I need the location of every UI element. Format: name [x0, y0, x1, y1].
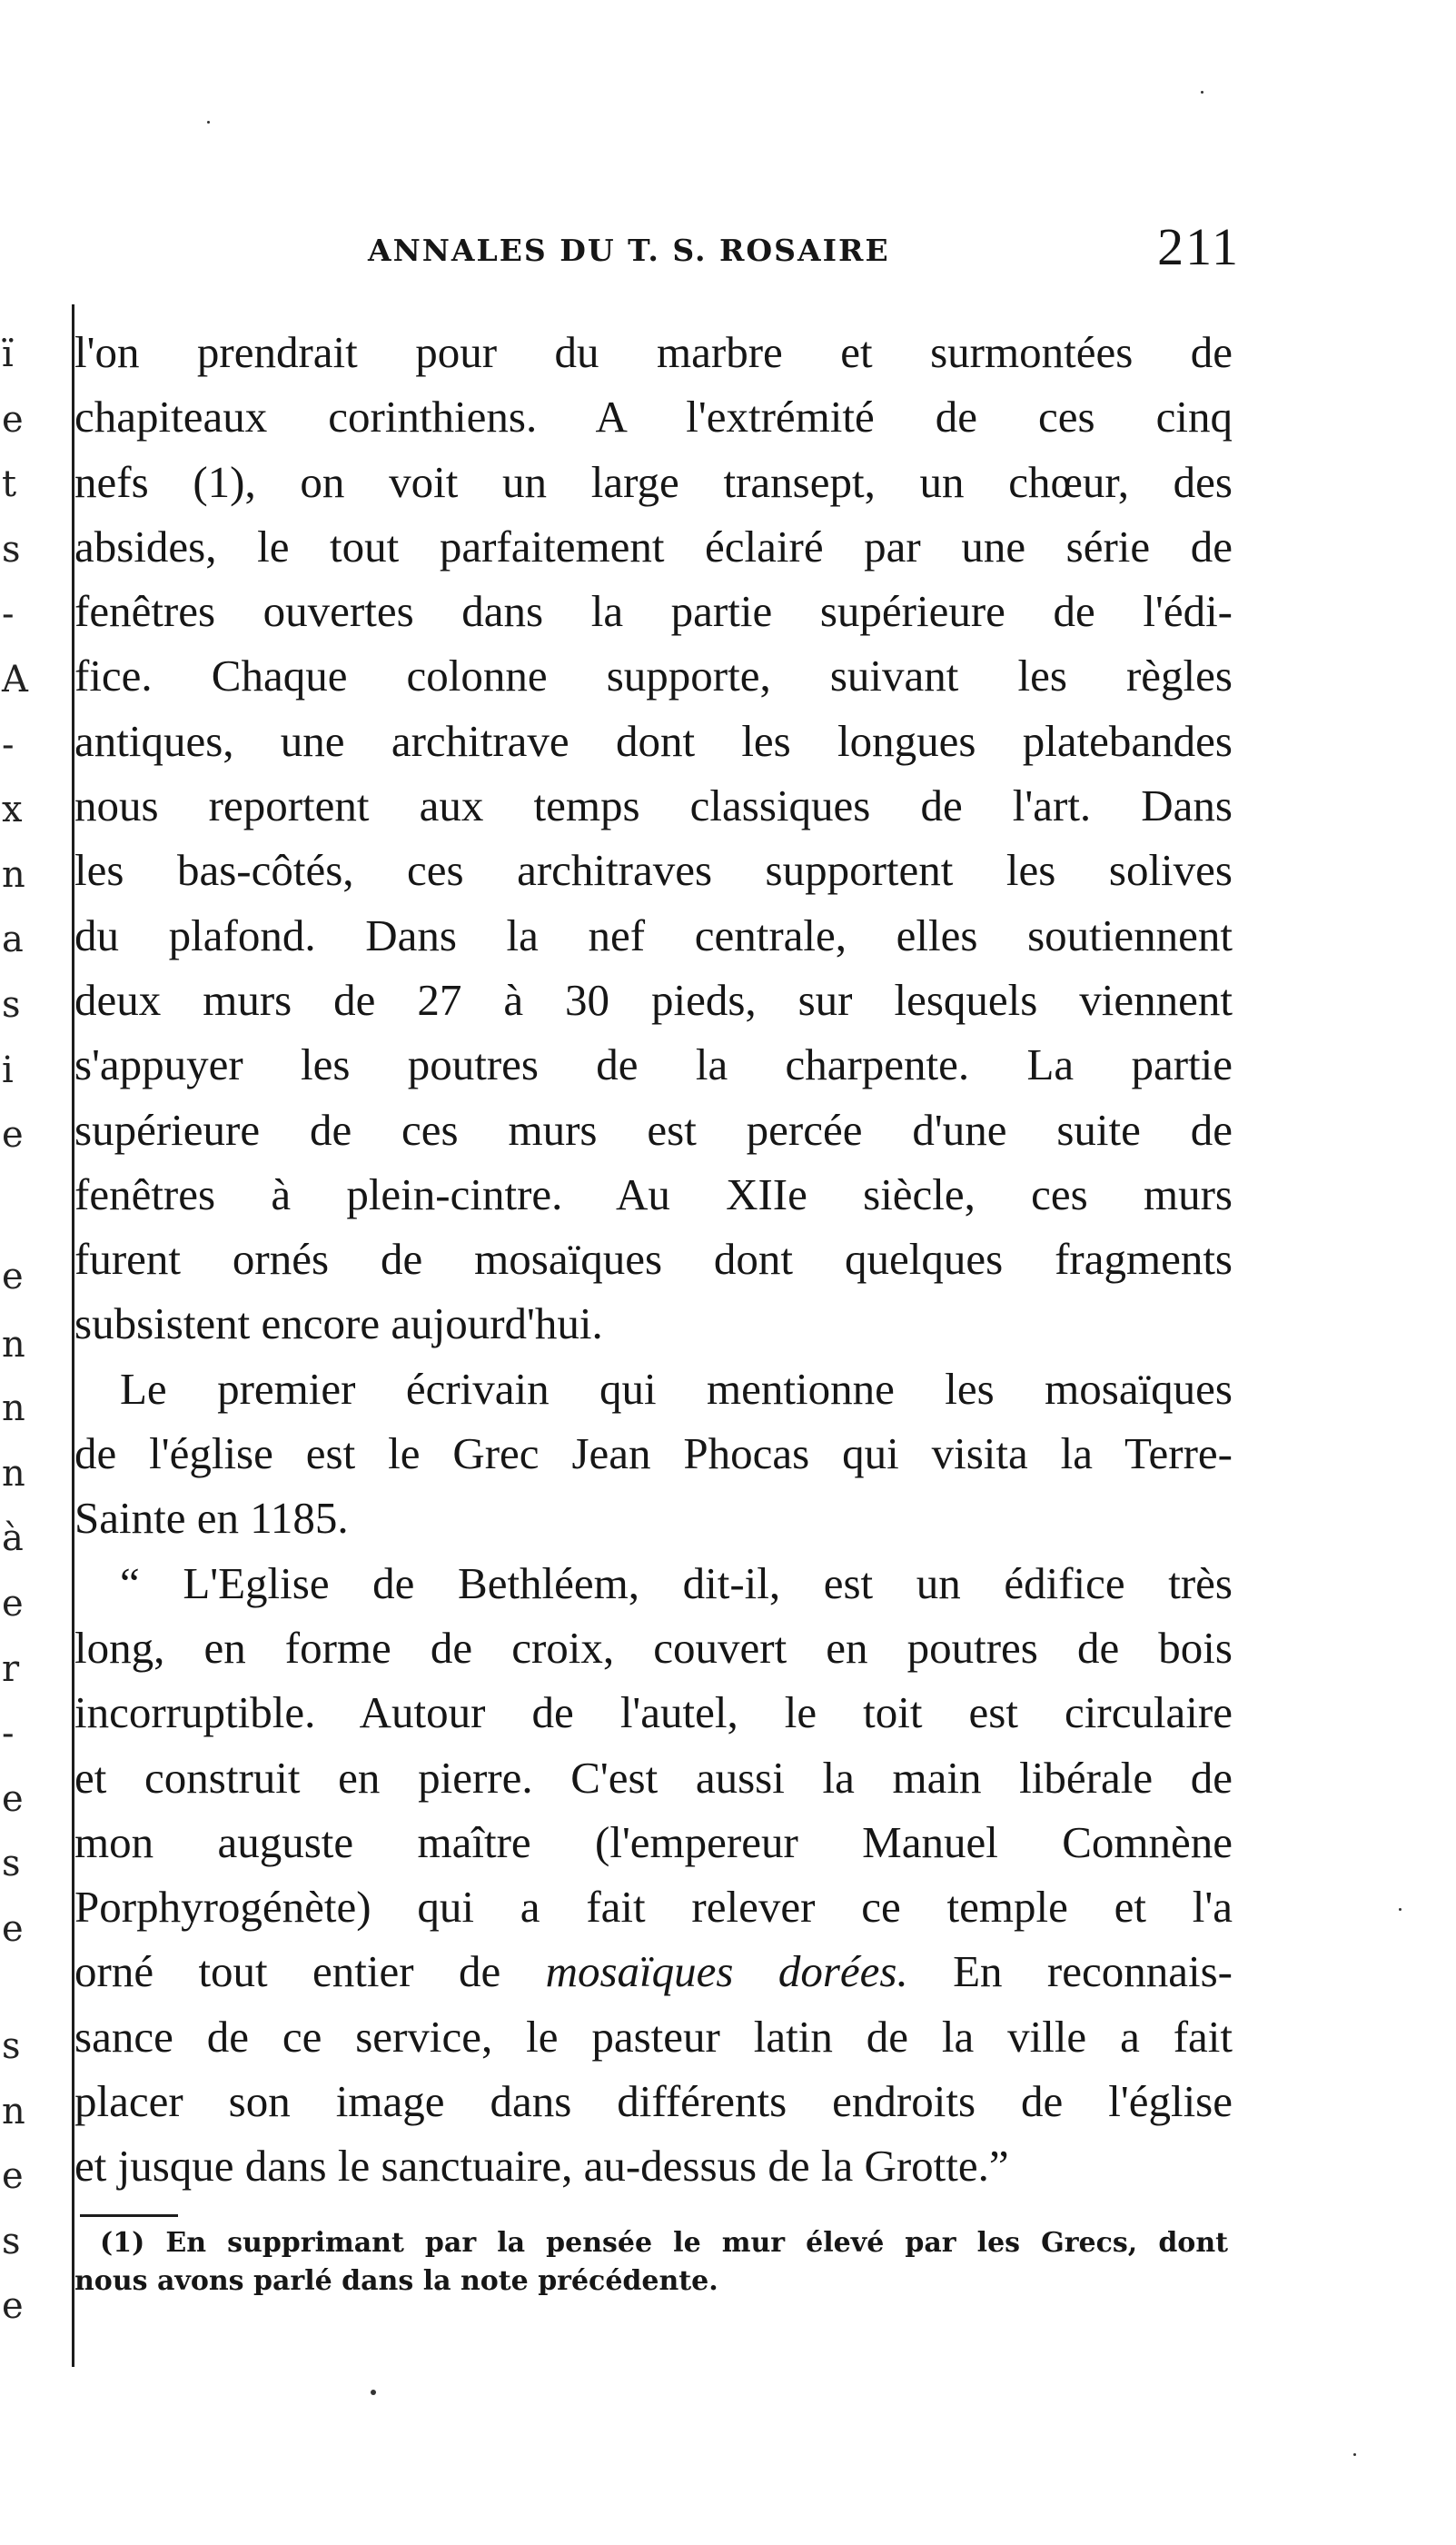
- scan-speck: [371, 2390, 376, 2395]
- margin-fragment: n: [2, 1453, 25, 1495]
- text-line: incorruptible. Autour de l'autel, le toit est circulaire: [74, 1687, 1233, 1738]
- text-line: du plafond. Dans la nef centrale, elles soutiennent: [74, 910, 1233, 960]
- margin-fragment: e: [2, 1778, 24, 1820]
- footnote: [74, 2224, 1228, 2301]
- text-line: chapiteaux corinthiens. A l'extrémité de ces cinq: [74, 392, 1233, 442]
- margin-fragment: s: [2, 2025, 21, 2067]
- margin-fragment: n: [2, 854, 25, 896]
- margin-fragment: x: [2, 789, 23, 830]
- margin-fragment: A: [2, 659, 28, 701]
- text-line: les bas-côtés, ces architraves supportent les solives: [74, 845, 1233, 896]
- margin-fragment: n: [2, 2091, 25, 2132]
- scan-speck: [207, 121, 210, 124]
- text-line: et jusque dans le sanctuaire, au-dessus de la Grotte.”: [74, 2141, 1009, 2192]
- text-line: antiques, une architrave dont les longues platebandes: [74, 715, 1233, 766]
- margin-fragment: i: [2, 1049, 14, 1091]
- margin-fragment: e: [2, 1908, 24, 1950]
- body-text: [74, 320, 1233, 2199]
- margin-fragment: -: [2, 724, 15, 766]
- margin-fragment: à: [2, 1517, 24, 1559]
- footnote-line: (1) En supprimant par la pensée le mur élevé par les Grecs, dont: [100, 2227, 1228, 2259]
- text-line: fice. Chaque colonne supporte, suivant les règles: [74, 651, 1233, 701]
- margin-fragment: s: [2, 1843, 21, 1884]
- text-line-with-italic: [74, 1939, 1233, 2003]
- margin-fragment: a: [2, 919, 24, 960]
- margin-fragment: n: [2, 1387, 25, 1429]
- footnote-line: nous avons parlé dans la note précédente.: [74, 2265, 718, 2297]
- text-line: s'appuyer les poutres de la charpente. La partie: [74, 1039, 1233, 1090]
- text-line: sance de ce service, le pasteur latin de la ville a fait: [74, 2011, 1233, 2062]
- text-line: l'on prendrait pour du marbre et surmontées de: [74, 327, 1233, 377]
- margin-fragment: e: [2, 1256, 24, 1297]
- margin-fragment: t: [2, 463, 17, 505]
- text-line: supérieure de ces murs est percée d'une suite de: [74, 1104, 1233, 1155]
- text-line: subsistent encore aujourd'hui.: [74, 1298, 603, 1349]
- text-line: deux murs de 27 à 30 pieds, sur lesquels viennent: [74, 974, 1233, 1025]
- paragraph-1: [74, 320, 1233, 1357]
- text-line: nefs (1), on voit un large transept, un chœur, des: [74, 456, 1233, 507]
- margin-fragment: e: [2, 1114, 24, 1156]
- text-line: Sainte en 1185.: [74, 1493, 349, 1544]
- text-line: fenêtres à plein-cintre. Au XIIe siècle, ces murs: [74, 1168, 1233, 1219]
- italic-phrase: mosaïques dorées.: [545, 1946, 908, 1997]
- margin-fragment: s: [2, 2221, 21, 2262]
- paragraph-2: [74, 1357, 1233, 1551]
- running-head: ANNALES DU T. S. ROSAIRE: [368, 233, 890, 268]
- margin-fragment: e: [2, 2285, 24, 2327]
- page-number: 211: [1157, 217, 1240, 276]
- scan-speck: [1399, 1908, 1402, 1911]
- margin-fragment: n: [2, 1324, 25, 1366]
- text-line: furent ornés de mosaïques dont quelques fragments: [74, 1234, 1233, 1285]
- text-line: fenêtres ouvertes dans la partie supérieure de l'édi-: [74, 586, 1233, 637]
- footnote-rule: [80, 2214, 178, 2217]
- margin-fragment: s: [2, 529, 21, 571]
- text-line: “ L'Eglise de Bethléem, dit-il, est un édifice très: [120, 1557, 1233, 1608]
- text-line: Porphyrogénète) qui a fait relever ce temple et l'a: [74, 1882, 1233, 1933]
- scan-speck: [1201, 91, 1203, 94]
- margin-fragment: e: [2, 2155, 24, 2197]
- page-header: [368, 216, 1240, 280]
- text-line: mon auguste maître (l'empereur Manuel Comnène: [74, 1816, 1233, 1867]
- margin-fragment: -: [2, 593, 15, 635]
- text-line: absides, le tout parfaitement éclairé par une série de: [74, 521, 1233, 572]
- text-run: En reconnais-: [907, 1946, 1233, 1997]
- text-line: placer son image dans différents endroits de l'église: [74, 2076, 1233, 2127]
- scan-speck: [1353, 2453, 1356, 2456]
- text-run: orné tout entier de: [74, 1946, 546, 1997]
- margin-fragment: r: [2, 1648, 20, 1690]
- text-line: nous reportent aux temps classiques de l'art. Dans: [74, 780, 1233, 831]
- margin-fragment: e: [2, 399, 24, 441]
- margin-fragment: -: [2, 1713, 15, 1755]
- text-line: et construit en pierre. C'est aussi la main libérale de: [74, 1752, 1233, 1803]
- margin-fragment: e: [2, 1583, 24, 1625]
- paragraph-3-quotation: [74, 1551, 1233, 2199]
- text-line: long, en forme de croix, couvert en poutres de bois: [74, 1622, 1233, 1673]
- margin-fragment: ï: [2, 333, 14, 375]
- text-line: Le premier écrivain qui mentionne les mosaïques: [120, 1363, 1233, 1414]
- margin-fragment: s: [2, 984, 21, 1026]
- text-line: de l'église est le Grec Jean Phocas qui visita la Terre-: [74, 1428, 1233, 1479]
